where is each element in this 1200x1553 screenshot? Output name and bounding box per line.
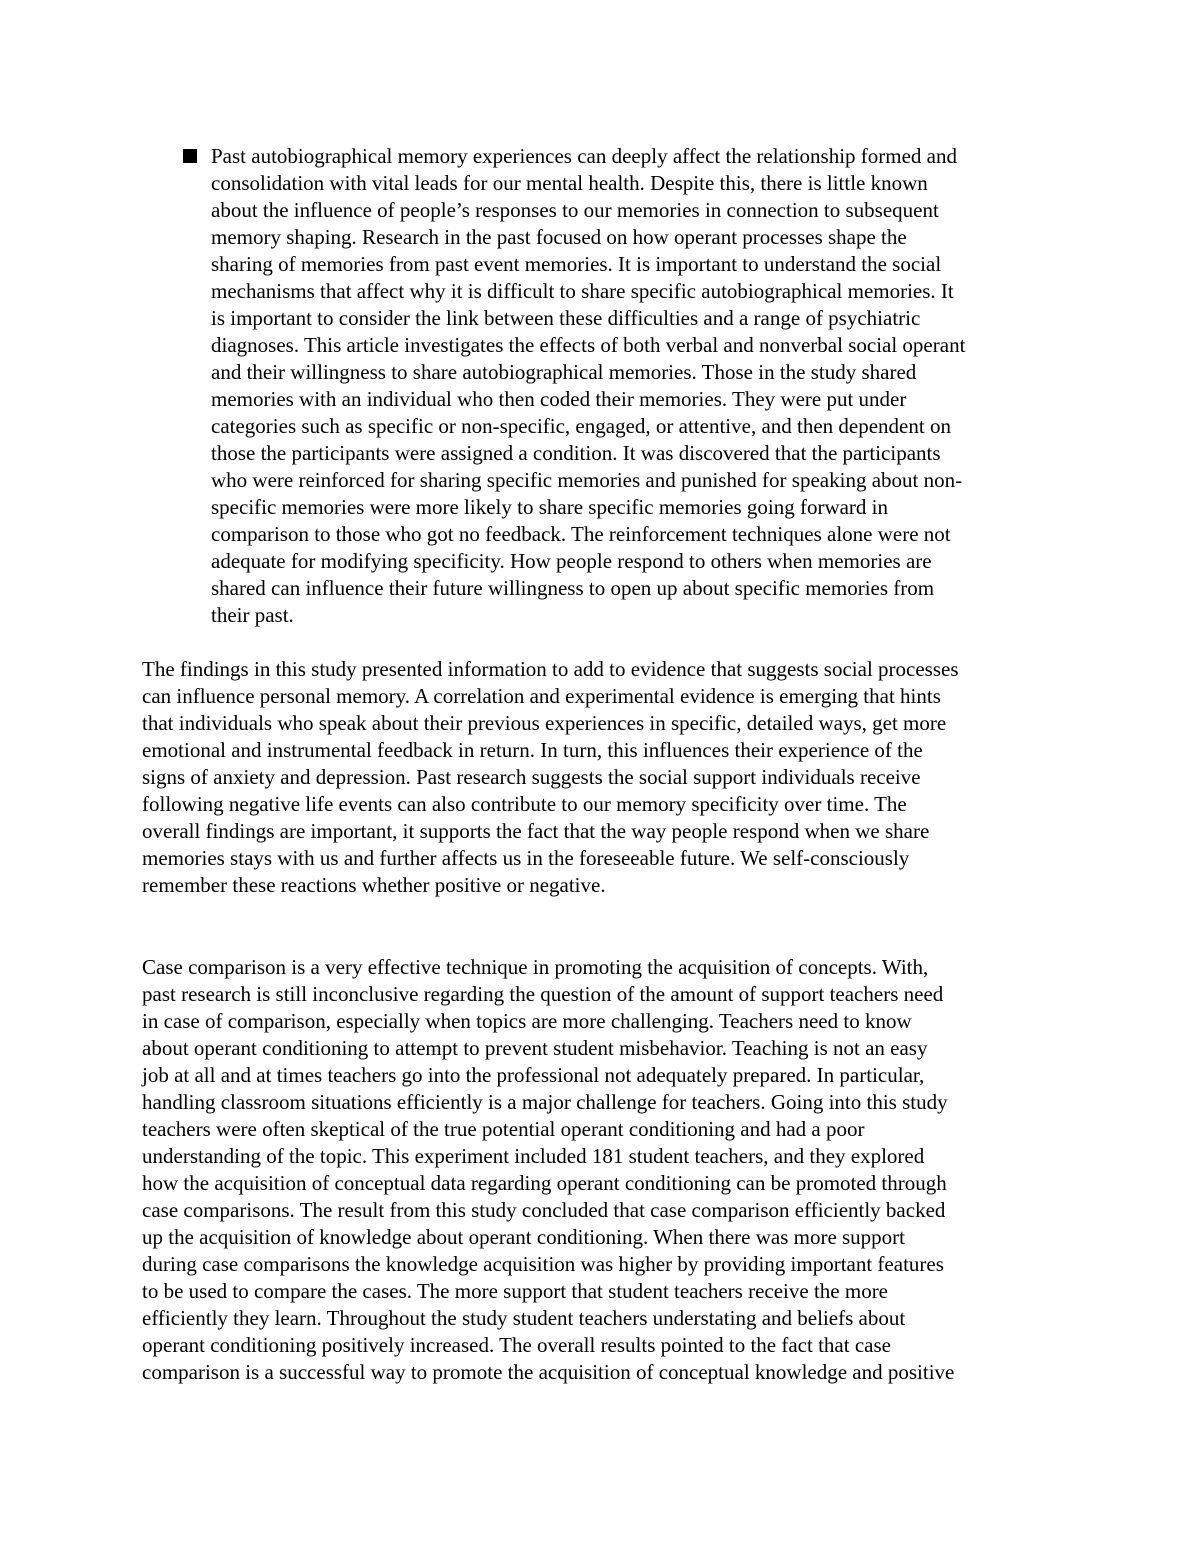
text-line: consolidation with vital leads for our mental health. Despite this, there is little known bbox=[211, 171, 928, 195]
text-line: about operant conditioning to attempt to prevent student misbehavior. Teaching is not an easy bbox=[142, 1036, 928, 1060]
text-line: is important to consider the link between these difficulties and a range of psychiatric bbox=[211, 306, 921, 330]
text-line: those the participants were assigned a condition. It was discovered that the participants bbox=[211, 441, 941, 465]
text-line: memory shaping. Research in the past focused on how operant processes shape the bbox=[211, 225, 907, 249]
text-line: memories with an individual who then coded their memories. They were put under bbox=[211, 387, 907, 411]
text-line: memories stays with us and further affects us in the foreseeable future. We self-consciously bbox=[142, 846, 910, 870]
text-line: mechanisms that affect why it is difficult to share specific autobiographical memories. It bbox=[211, 279, 954, 303]
text-line: about the influence of people’s responses to our memories in connection to subsequent bbox=[211, 198, 939, 222]
text-line: teachers were often skeptical of the true potential operant conditioning and had a poor bbox=[142, 1117, 865, 1141]
text-line: to be used to compare the cases. The more support that student teachers receive the more bbox=[142, 1279, 889, 1303]
text-line: their past. bbox=[211, 603, 294, 627]
text-line: in case of comparison, especially when topics are more challenging. Teachers need to know bbox=[142, 1009, 912, 1033]
text-line: and their willingness to share autobiographical memories. Those in the study shared bbox=[211, 360, 917, 384]
text-line: adequate for modifying specificity. How people respond to others when memories are bbox=[211, 549, 932, 573]
text-line: emotional and instrumental feedback in return. In turn, this influences their experience of the bbox=[142, 738, 923, 762]
text-line: operant conditioning positively increased. The overall results pointed to the fact that case bbox=[142, 1333, 891, 1357]
text-line: Past autobiographical memory experiences can deeply affect the relationship formed and bbox=[211, 144, 957, 168]
bullet-paragraph bbox=[211, 143, 965, 629]
text-line: overall findings are important, it supports the fact that the way people respond when we share bbox=[142, 819, 930, 843]
text-line: who were reinforced for sharing specific memories and punished for speaking about non- bbox=[211, 468, 963, 492]
text-line: shared can influence their future willingness to open up about specific memories from bbox=[211, 576, 935, 600]
text-line: specific memories were more likely to share specific memories going forward in bbox=[211, 495, 889, 519]
text-line: comparison is a successful way to promote the acquisition of conceptual knowledge and positive bbox=[142, 1360, 955, 1384]
text-line: sharing of memories from past event memories. It is important to understand the social bbox=[211, 252, 942, 276]
text-line: understanding of the topic. This experiment included 181 student teachers, and they explored bbox=[142, 1144, 925, 1168]
text-line: during case comparisons the knowledge acquisition was higher by providing important features bbox=[142, 1252, 944, 1276]
text-line: can influence personal memory. A correlation and experimental evidence is emerging that hints bbox=[142, 684, 941, 708]
text-line: diagnoses. This article investigates the effects of both verbal and nonverbal social operant bbox=[211, 333, 966, 357]
text-line: up the acquisition of knowledge about operant conditioning. When there was more support bbox=[142, 1225, 906, 1249]
text-line: categories such as specific or non-specific, engaged, or attentive, and then dependent on bbox=[211, 414, 951, 438]
text-line: The findings in this study presented information to add to evidence that suggests social processes bbox=[142, 657, 959, 681]
text-line: job at all and at times teachers go into the professional not adequately prepared. In particular, bbox=[142, 1063, 925, 1087]
case-comparison-paragraph bbox=[142, 954, 954, 1386]
text-line: that individuals who speak about their previous experiences in specific, detailed ways, get more bbox=[142, 711, 947, 735]
text-line: handling classroom situations efficiently is a major challenge for teachers. Going into this study bbox=[142, 1090, 948, 1114]
text-line: case comparisons. The result from this study concluded that case comparison efficiently backed bbox=[142, 1198, 946, 1222]
text-line: Case comparison is a very effective technique in promoting the acquisition of concepts. With, bbox=[142, 955, 929, 979]
text-line: following negative life events can also contribute to our memory specificity over time. The bbox=[142, 792, 907, 816]
text-line: efficiently they learn. Throughout the study student teachers understating and beliefs about bbox=[142, 1306, 906, 1330]
text-line: signs of anxiety and depression. Past research suggests the social support individuals receive bbox=[142, 765, 921, 789]
findings-paragraph bbox=[142, 656, 959, 899]
text-line: past research is still inconclusive regarding the question of the amount of support teachers need bbox=[142, 982, 944, 1006]
text-line: comparison to those who got no feedback. The reinforcement techniques alone were not bbox=[211, 522, 951, 546]
text-line: how the acquisition of conceptual data regarding operant conditioning can be promoted through bbox=[142, 1171, 947, 1195]
square-bullet-icon bbox=[183, 149, 197, 163]
text-line: remember these reactions whether positive or negative. bbox=[142, 873, 606, 897]
